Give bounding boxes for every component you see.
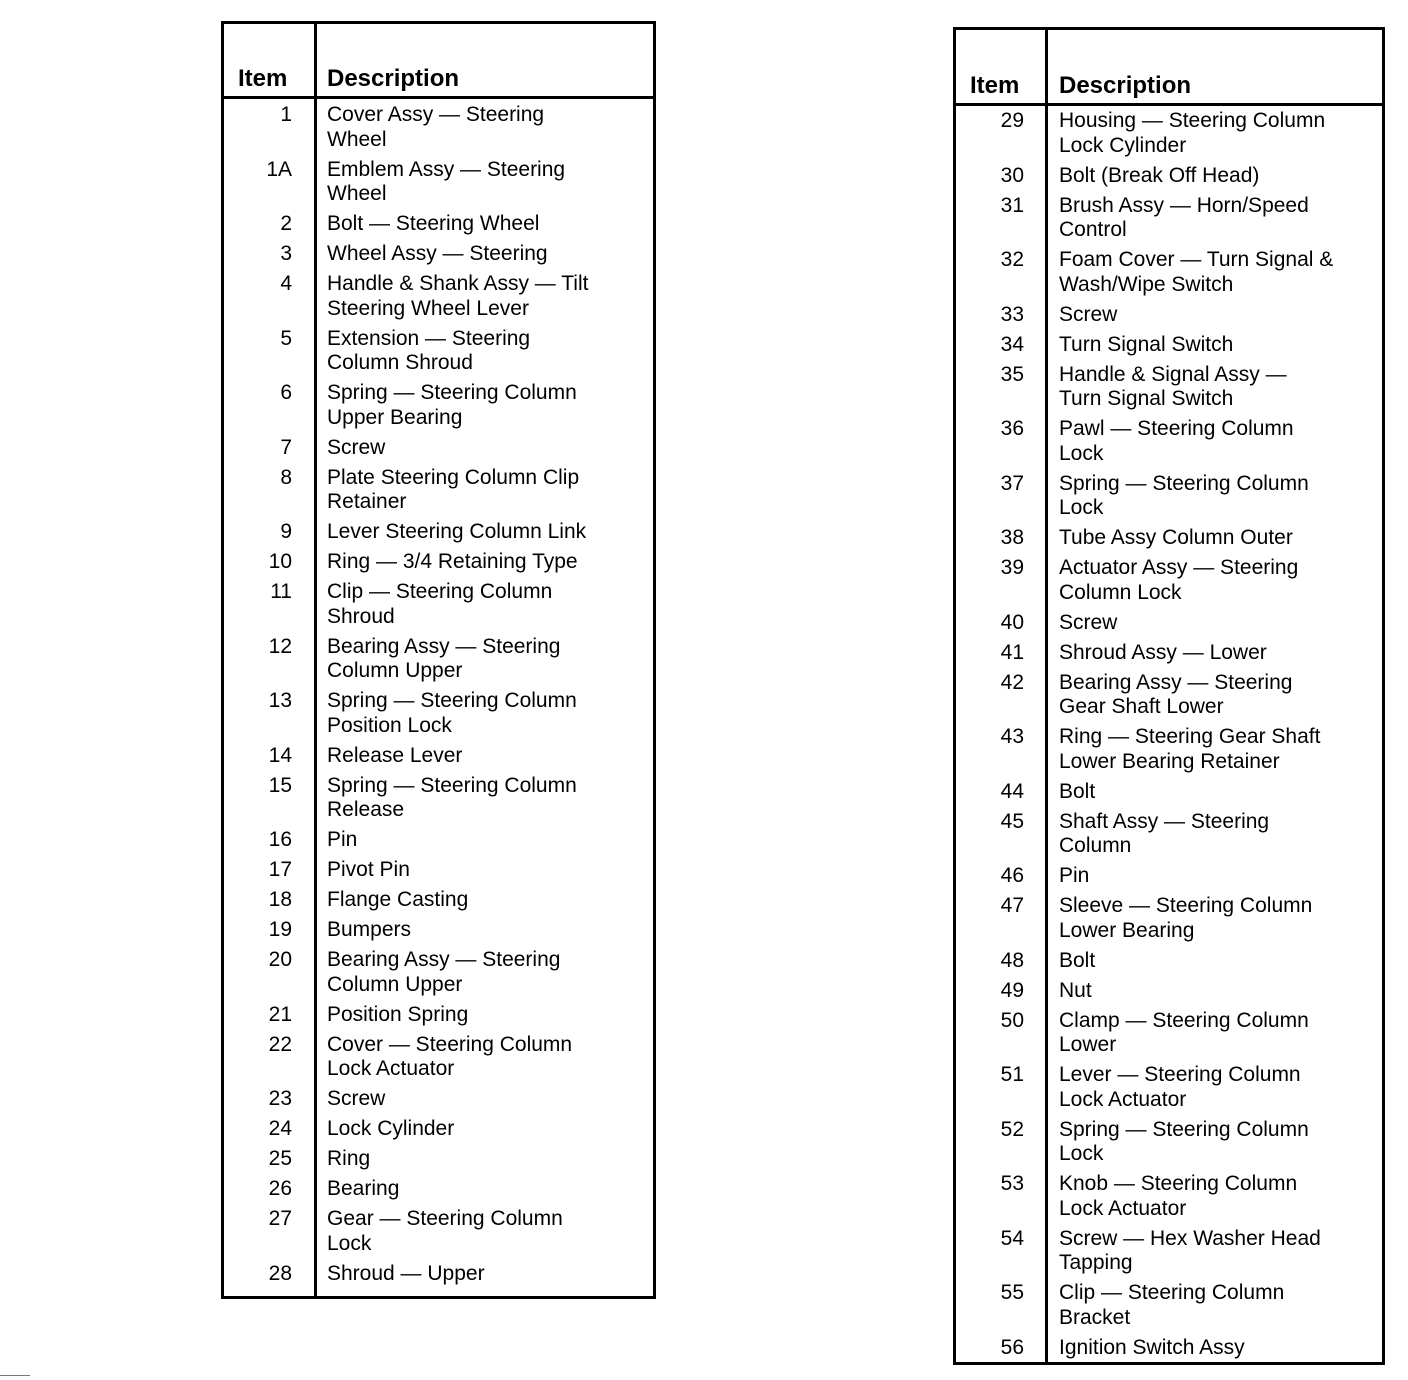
item-number: 43: [1000, 725, 1024, 748]
table-row: [956, 1009, 1382, 1064]
table-header: [956, 30, 1382, 106]
description-line: Shroud Assy — Lower: [1059, 640, 1267, 664]
description-line: Lower Bearing: [1059, 918, 1195, 942]
table-body: [956, 109, 1382, 1366]
item-number: 36: [1000, 417, 1024, 440]
description-line: Column Shroud: [327, 351, 473, 374]
item-number: 49: [1000, 978, 1024, 1002]
item-description: [327, 1262, 647, 1287]
item-number: 37: [1000, 471, 1024, 495]
item-description: [1059, 333, 1376, 358]
description-line: Shroud — Upper: [327, 1261, 485, 1285]
description-line: Column Upper: [327, 972, 463, 996]
table-row: [224, 242, 653, 272]
description-line: Bumpers: [327, 918, 412, 941]
item-number: 3: [280, 242, 292, 265]
item-number: 24: [268, 1117, 292, 1140]
description-line: Actuator Assy — Steering: [1059, 556, 1299, 579]
item-description: [327, 918, 647, 943]
table-row: [956, 979, 1382, 1009]
description-line: Sleeve — Steering Column: [1059, 894, 1313, 917]
item-number: 38: [1000, 526, 1024, 549]
item-description: [327, 520, 647, 545]
item-description: [327, 103, 647, 152]
item-number: 40: [1000, 610, 1024, 634]
description-line: Shroud: [327, 604, 395, 628]
item-description: [327, 1087, 647, 1112]
description-line: Spring — Steering Column: [1059, 471, 1309, 495]
description-line: Control: [1059, 218, 1127, 241]
description-line: Housing — Steering Column: [1059, 109, 1326, 132]
item-number: 54: [1000, 1226, 1024, 1250]
description-line: Flange Casting: [327, 888, 469, 911]
description-line: Foam Cover — Turn Signal &: [1059, 248, 1334, 271]
description-line: Lock: [1059, 1142, 1104, 1165]
item-number: 17: [268, 858, 292, 881]
table-row: [956, 333, 1382, 363]
description-line: Shaft Assy — Steering: [1059, 809, 1270, 833]
item-description: [327, 635, 647, 684]
item-description: [1059, 671, 1376, 720]
item-number: 11: [270, 580, 292, 603]
table-row: [224, 1262, 653, 1292]
table-row: [956, 556, 1382, 611]
header-item: Item: [238, 65, 288, 92]
table-row: [956, 810, 1382, 865]
item-number: 39: [1000, 556, 1024, 579]
table-row: [224, 948, 653, 1003]
parts-table-right: [953, 27, 1385, 1365]
description-line: Lock Actuator: [327, 1057, 455, 1080]
description-line: Cover Assy — Steering: [327, 103, 545, 126]
item-description: [327, 158, 647, 207]
description-line: Turn Signal Switch: [1059, 387, 1234, 410]
item-number: 4: [280, 272, 292, 295]
table-row: [956, 363, 1382, 418]
table-row: [224, 466, 653, 521]
item-description: [1059, 611, 1376, 636]
description-line: Bolt (Break Off Head): [1059, 163, 1260, 187]
item-number: 27: [268, 1207, 292, 1230]
description-line: Lock Actuator: [1059, 1087, 1187, 1111]
item-number: 10: [268, 550, 292, 573]
description-line: Lower: [1059, 1033, 1117, 1056]
description-line: Ignition Switch Assy: [1059, 1335, 1245, 1359]
table-row: [956, 641, 1382, 671]
table-row: [224, 520, 653, 550]
item-number: 34: [1000, 332, 1024, 356]
item-number: 23: [268, 1087, 292, 1110]
item-description: [1059, 194, 1376, 243]
table-row: [224, 212, 653, 242]
item-number: 20: [268, 948, 292, 971]
description-line: Lower Bearing Retainer: [1059, 749, 1280, 773]
item-number: 19: [268, 918, 292, 941]
table-row: [224, 828, 653, 858]
item-number: 22: [268, 1032, 292, 1056]
table-row: [956, 949, 1382, 979]
description-line: Lever Steering Column Link: [327, 520, 587, 543]
table-row: [956, 671, 1382, 726]
item-description: [327, 242, 647, 267]
description-line: Pin: [327, 828, 358, 851]
table-row: [224, 1177, 653, 1207]
item-description: [1059, 780, 1376, 805]
description-line: Column Lock: [1059, 580, 1182, 604]
item-description: [1059, 556, 1376, 605]
item-description: [327, 888, 647, 913]
item-description: [1059, 472, 1376, 521]
item-description: [327, 1147, 647, 1172]
item-number: 18: [268, 888, 292, 911]
description-line: Gear — Steering Column: [327, 1207, 563, 1230]
item-number: 52: [1000, 1117, 1024, 1141]
description-line: Wash/Wipe Switch: [1059, 272, 1234, 296]
item-number: 8: [280, 465, 292, 489]
table-row: [956, 109, 1382, 164]
item-description: [327, 858, 647, 883]
table-row: [224, 744, 653, 774]
item-number: 45: [1000, 809, 1024, 833]
item-number: 30: [1000, 163, 1024, 187]
parts-table-left: [221, 21, 656, 1299]
table-row: [956, 1063, 1382, 1118]
description-line: Bearing Assy — Steering: [327, 634, 561, 658]
description-line: Brush Assy — Horn/Speed: [1059, 193, 1309, 217]
item-description: [327, 744, 647, 769]
table-row: [956, 864, 1382, 894]
item-description: [1059, 1281, 1376, 1330]
table-row: [956, 725, 1382, 780]
table-row: [224, 888, 653, 918]
description-line: Spring — Steering Column: [327, 773, 577, 797]
item-description: [1059, 526, 1376, 551]
description-line: Tube Assy Column Outer: [1059, 526, 1293, 549]
description-line: Lock: [1059, 441, 1104, 465]
description-line: Ring: [327, 1147, 371, 1170]
item-description: [327, 1207, 647, 1256]
table-row: [224, 635, 653, 690]
description-line: Lock: [1059, 496, 1104, 519]
item-description: [327, 436, 647, 461]
table-row: [956, 1172, 1382, 1227]
item-number: 14: [268, 743, 292, 767]
table-row: [224, 1033, 653, 1088]
item-description: [327, 212, 647, 237]
item-number: 44: [1000, 779, 1024, 803]
table-row: [224, 918, 653, 948]
item-description: [327, 948, 647, 997]
item-description: [327, 1117, 647, 1142]
description-line: Screw: [1059, 302, 1118, 326]
item-description: [1059, 641, 1376, 666]
description-line: Pin: [1059, 864, 1090, 887]
description-line: Emblem Assy — Steering: [327, 157, 566, 181]
description-line: Column Upper: [327, 659, 463, 682]
table-row: [956, 164, 1382, 194]
table-row: [956, 303, 1382, 333]
table-row: [224, 272, 653, 327]
description-line: Extension — Steering: [327, 326, 531, 350]
item-number: 33: [1000, 302, 1024, 326]
description-line: Spring — Steering Column: [327, 381, 577, 404]
table-row: [224, 1117, 653, 1147]
table-row: [224, 550, 653, 580]
description-line: Wheel: [327, 182, 387, 205]
description-line: Plate Steering Column Clip: [327, 465, 580, 489]
item-description: [327, 580, 647, 629]
description-line: Bolt — Steering Wheel: [327, 212, 540, 235]
description-line: Wheel: [327, 127, 387, 151]
item-description: [1059, 164, 1376, 189]
item-number: 28: [268, 1261, 292, 1285]
item-description: [1059, 1227, 1376, 1276]
table-row: [224, 580, 653, 635]
description-line: Screw: [1059, 610, 1118, 634]
item-description: [1059, 1336, 1376, 1361]
item-description: [1059, 363, 1376, 412]
item-number: 31: [1000, 193, 1024, 217]
table-row: [224, 436, 653, 466]
table-row: [956, 248, 1382, 303]
description-line: Bearing Assy — Steering: [1059, 670, 1293, 694]
item-number: 42: [1000, 670, 1024, 694]
description-line: Gear Shaft Lower: [1059, 695, 1224, 718]
header-item: Item: [970, 72, 1020, 99]
description-line: Pawl — Steering Column: [1059, 417, 1294, 440]
description-line: Screw: [327, 435, 386, 459]
item-number: 41: [1000, 640, 1024, 664]
description-line: Tapping: [1059, 1251, 1133, 1274]
table-body: [224, 103, 653, 1292]
item-description: [1059, 810, 1376, 859]
description-line: Steering Wheel Lever: [327, 296, 529, 320]
table-row: [956, 1281, 1382, 1336]
item-number: 5: [280, 326, 292, 350]
item-number: 16: [268, 828, 292, 851]
description-line: Bolt: [1059, 948, 1096, 972]
item-description: [327, 550, 647, 575]
table-row: [224, 858, 653, 888]
item-number: 53: [1000, 1172, 1024, 1195]
description-line: Bearing Assy — Steering: [327, 948, 561, 971]
item-number: 7: [280, 435, 292, 459]
description-line: Clip — Steering Column: [327, 580, 553, 603]
description-line: Ring — 3/4 Retaining Type: [327, 550, 578, 573]
table-row: [956, 472, 1382, 527]
item-number: 13: [268, 689, 292, 712]
description-line: Spring — Steering Column: [327, 689, 577, 712]
item-description: [1059, 248, 1376, 297]
item-number: 6: [280, 381, 292, 404]
table-row: [956, 1118, 1382, 1173]
item-description: [327, 828, 647, 853]
item-description: [1059, 1118, 1376, 1167]
table-header: [224, 24, 653, 99]
item-description: [1059, 949, 1376, 974]
item-description: [1059, 1172, 1376, 1221]
item-description: [327, 689, 647, 738]
item-number: 50: [1000, 1008, 1024, 1032]
item-number: 32: [1000, 248, 1024, 271]
description-line: Upper Bearing: [327, 405, 463, 429]
table-row: [224, 1207, 653, 1262]
table-row: [956, 526, 1382, 556]
header-description: Description: [1059, 72, 1192, 99]
item-description: [327, 1003, 647, 1028]
description-line: Cover — Steering Column: [327, 1032, 573, 1056]
description-line: Screw — Hex Washer Head: [1059, 1226, 1321, 1250]
item-number: 55: [1000, 1281, 1024, 1304]
description-line: Lever — Steering Column: [1059, 1063, 1301, 1086]
description-line: Clip — Steering Column: [1059, 1281, 1285, 1304]
table-row: [224, 158, 653, 213]
description-line: Wheel Assy — Steering: [327, 242, 548, 265]
description-line: Retainer: [327, 490, 407, 513]
item-description: [327, 1033, 647, 1082]
table-row: [224, 774, 653, 829]
item-number: 47: [1000, 894, 1024, 917]
item-number: 21: [268, 1002, 292, 1026]
table-row: [224, 327, 653, 382]
description-line: Handle & Shank Assy — Tilt: [327, 272, 589, 295]
item-number: 51: [1000, 1063, 1024, 1086]
table-row: [224, 381, 653, 436]
description-line: Knob — Steering Column: [1059, 1172, 1298, 1195]
table-row: [224, 1003, 653, 1033]
description-line: Lock Cylinder: [327, 1117, 455, 1140]
header-description: Description: [327, 65, 460, 92]
item-number: 29: [1000, 109, 1024, 132]
item-number: 46: [1000, 864, 1024, 887]
item-number: 12: [268, 634, 292, 658]
item-number: 25: [268, 1147, 292, 1170]
item-number: 9: [280, 520, 292, 543]
table-row: [956, 780, 1382, 810]
item-description: [1059, 1063, 1376, 1112]
item-number: 15: [268, 773, 292, 797]
table-row: [956, 894, 1382, 949]
item-number: 56: [1000, 1335, 1024, 1359]
description-line: Bearing: [327, 1177, 400, 1200]
item-description: [327, 327, 647, 376]
item-description: [1059, 417, 1376, 466]
item-description: [1059, 1009, 1376, 1058]
item-number: 1A: [266, 157, 292, 181]
description-line: Handle & Signal Assy —: [1059, 362, 1287, 386]
description-line: Position Spring: [327, 1002, 469, 1026]
item-description: [327, 272, 647, 321]
item-number: 48: [1000, 948, 1024, 972]
description-line: Bracket: [1059, 1305, 1131, 1329]
table-row: [956, 611, 1382, 641]
description-line: Lock Cylinder: [1059, 133, 1187, 157]
description-line: Ring — Steering Gear Shaft: [1059, 725, 1321, 748]
table-row: [956, 417, 1382, 472]
description-line: Turn Signal Switch: [1059, 332, 1234, 356]
item-description: [1059, 979, 1376, 1004]
item-number: 1: [280, 103, 292, 126]
item-description: [327, 774, 647, 823]
description-line: Release: [327, 798, 405, 821]
description-line: Spring — Steering Column: [1059, 1117, 1309, 1141]
description-line: Position Lock: [327, 713, 452, 737]
table-row: [956, 1227, 1382, 1282]
item-description: [1059, 725, 1376, 774]
table-row: [956, 1336, 1382, 1366]
item-description: [327, 466, 647, 515]
table-row: [224, 1087, 653, 1117]
item-number: 2: [280, 212, 292, 235]
description-line: Lock: [327, 1231, 372, 1255]
description-line: Lock Actuator: [1059, 1196, 1187, 1220]
description-line: Bolt: [1059, 779, 1096, 803]
item-description: [327, 381, 647, 430]
table-row: [956, 194, 1382, 249]
description-line: Release Lever: [327, 743, 463, 767]
table-row: [224, 1147, 653, 1177]
description-line: Nut: [1059, 978, 1092, 1002]
scan-mark: [0, 1375, 30, 1376]
description-line: Screw: [327, 1087, 386, 1110]
item-number: 35: [1000, 362, 1024, 386]
item-description: [1059, 894, 1376, 943]
item-number: 26: [268, 1177, 292, 1200]
description-line: Pivot Pin: [327, 858, 410, 881]
table-row: [224, 689, 653, 744]
item-description: [1059, 303, 1376, 328]
item-description: [327, 1177, 647, 1202]
description-line: Column: [1059, 834, 1132, 857]
item-description: [1059, 109, 1376, 158]
description-line: Clamp — Steering Column: [1059, 1008, 1309, 1032]
table-row: [224, 103, 653, 158]
item-description: [1059, 864, 1376, 889]
